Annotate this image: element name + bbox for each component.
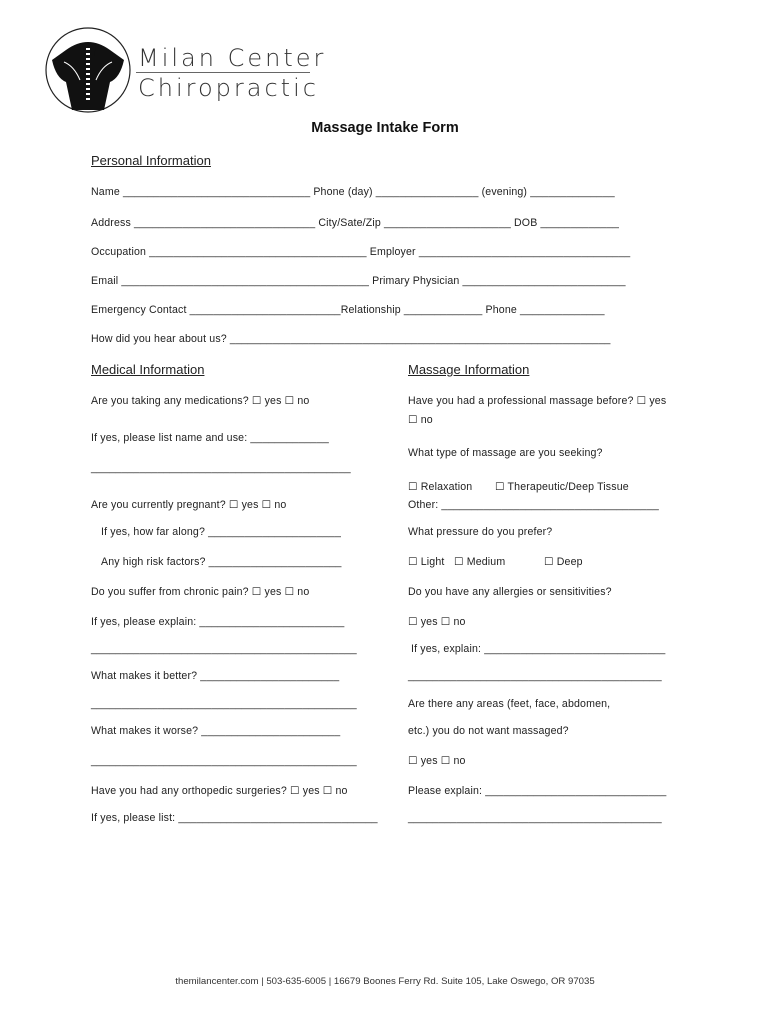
brand-name-line1: Milan Center (138, 44, 327, 72)
pain-explain-line[interactable]: ____________________________________________ (91, 643, 357, 655)
high-risk-field[interactable]: Any high risk factors? ______________________ (101, 556, 342, 568)
pregnant-question[interactable]: Are you currently pregnant? ☐ yes ☐ no (91, 499, 287, 511)
contact-footer: themilancenter.com | 503-635-6005 | 16679 Boones Ferry Rd. Suite 105, Lake Oswego, OR 97035 (175, 976, 595, 987)
personal-info-heading: Personal Information (91, 153, 211, 168)
pain-explain-field[interactable]: If yes, please explain: ________________________ (91, 616, 345, 628)
personal-line-occupation[interactable]: Occupation ____________________________________ Employer ___________________________________ (91, 246, 631, 258)
avoid-areas-explain-line[interactable]: __________________________________________ (408, 812, 662, 824)
allergies-question: Do you have any allergies or sensitivities? (408, 586, 612, 598)
allergies-explain-line[interactable]: __________________________________________ (408, 670, 662, 682)
form-title: Massage Intake Form (311, 120, 459, 136)
massage-info-heading: Massage Information (408, 362, 530, 377)
avoid-areas-yes-no[interactable]: ☐ yes ☐ no (408, 755, 466, 767)
pressure-light-checkbox[interactable]: ☐ Light (408, 556, 445, 568)
prior-massage-question[interactable]: Have you had a professional massage before? ☐ yes (408, 395, 667, 407)
pregnancy-duration-field[interactable]: If yes, how far along? ______________________ (101, 526, 342, 538)
pressure-question: What pressure do you prefer? (408, 526, 553, 538)
better-line[interactable]: ____________________________________________ (91, 698, 357, 710)
massage-type-question: What type of massage are you seeking? (408, 447, 603, 459)
worse-line[interactable]: ____________________________________________ (91, 755, 357, 767)
worse-field[interactable]: What makes it worse? _______________________ (91, 725, 341, 737)
allergies-yes-no[interactable]: ☐ yes ☐ no (408, 616, 466, 628)
personal-line-emergency[interactable]: Emergency Contact _________________________Relationship _____________ Phone ______________ (91, 304, 605, 316)
avoid-areas-question-1: Are there any areas (feet, face, abdomen, (408, 698, 611, 710)
medications-question[interactable]: Are you taking any medications? ☐ yes ☐ no (91, 395, 310, 407)
brand-divider (136, 72, 310, 73)
avoid-areas-question-2: etc.) you do not want massaged? (408, 725, 569, 737)
medications-extra-line[interactable]: ___________________________________________ (91, 462, 351, 474)
relaxation-checkbox[interactable]: ☐ Relaxation (408, 481, 473, 493)
better-field[interactable]: What makes it better? _______________________ (91, 670, 340, 682)
pressure-medium-checkbox[interactable]: ☐ Medium (454, 556, 506, 568)
prior-massage-no-checkbox[interactable]: ☐ no (408, 414, 433, 426)
pressure-deep-checkbox[interactable]: ☐ Deep (544, 556, 583, 568)
brand-name-line2: Chiropractic (138, 74, 319, 102)
allergies-explain-field[interactable]: If yes, explain: ______________________________ (411, 643, 666, 655)
personal-line-address[interactable]: Address ______________________________ City/Sate/Zip _____________________ DOB _____________ (91, 217, 620, 229)
chronic-pain-question[interactable]: Do you suffer from chronic pain? ☐ yes ☐ no (91, 586, 310, 598)
spine-logo-icon (44, 26, 132, 114)
surgeries-question[interactable]: Have you had any orthopedic surgeries? ☐ yes ☐ no (91, 785, 348, 797)
deep-tissue-checkbox[interactable]: ☐ Therapeutic/Deep Tissue (495, 481, 629, 493)
medical-info-heading: Medical Information (91, 362, 205, 377)
other-type-field[interactable]: Other: ____________________________________ (408, 499, 659, 511)
personal-line-name-phone[interactable]: Name _______________________________ Phone (day) _________________ (evening) ______________ (91, 186, 615, 198)
surgeries-list-field[interactable]: If yes, please list: _________________________________ (91, 812, 378, 824)
personal-line-email[interactable]: Email _________________________________________ Primary Physician ___________________________ (91, 275, 626, 287)
personal-line-referral[interactable]: How did you hear about us? _______________________________________________________________ (91, 333, 611, 345)
avoid-areas-explain-field[interactable]: Please explain: ______________________________ (408, 785, 667, 797)
medications-list-field[interactable]: If yes, please list name and use: _____________ (91, 432, 329, 444)
